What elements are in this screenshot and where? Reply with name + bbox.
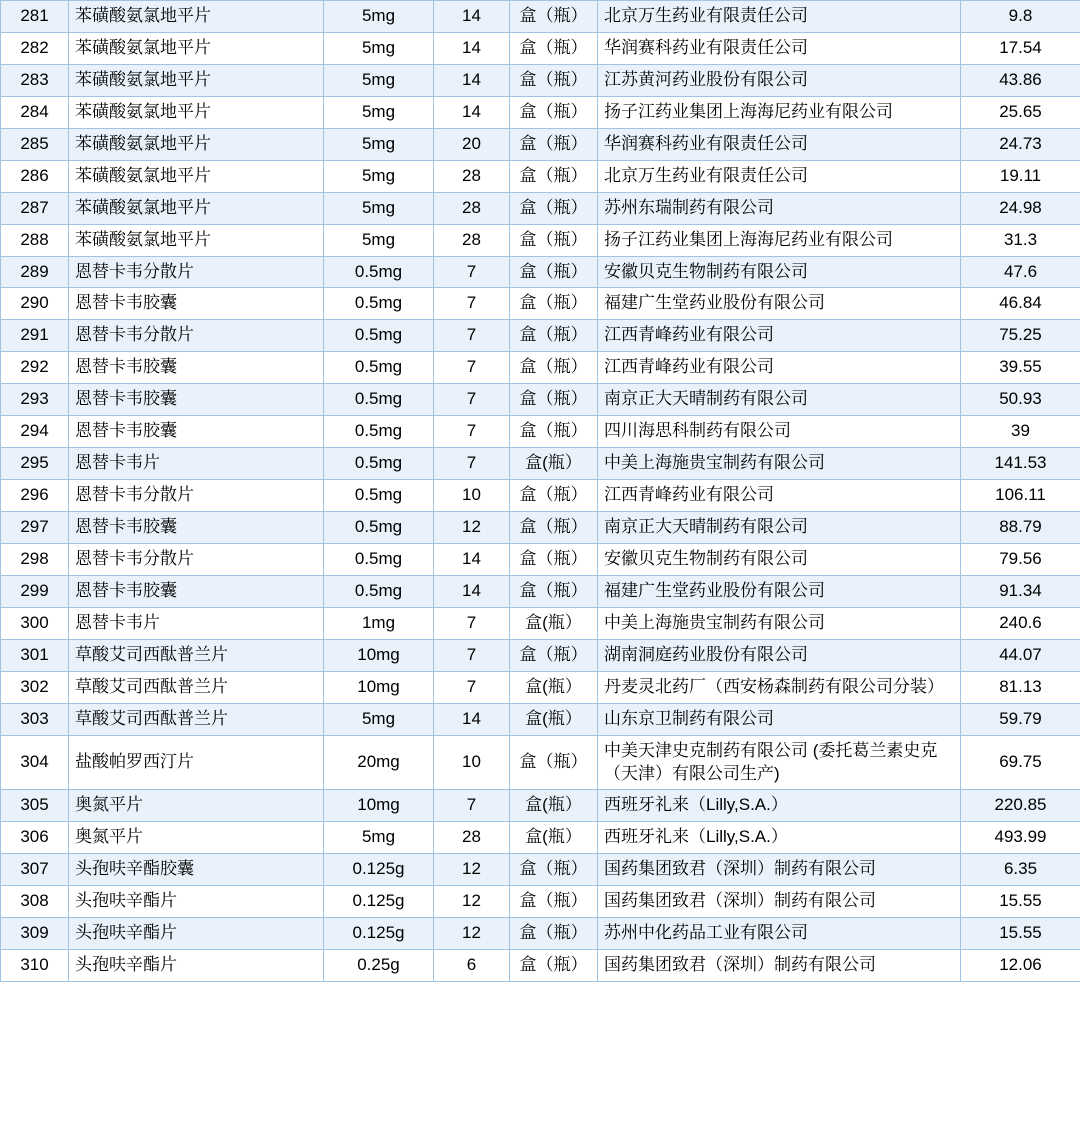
drug-quantity: 20 bbox=[434, 128, 510, 160]
row-index: 294 bbox=[1, 416, 69, 448]
drug-quantity: 12 bbox=[434, 918, 510, 950]
drug-name: 恩替卡韦片 bbox=[69, 448, 324, 480]
drug-unit: 盒（瓶） bbox=[510, 288, 598, 320]
manufacturer: 北京万生药业有限责任公司 bbox=[598, 160, 961, 192]
drug-quantity: 7 bbox=[434, 790, 510, 822]
drug-price: 43.86 bbox=[961, 64, 1080, 96]
drug-spec: 1mg bbox=[324, 607, 434, 639]
drug-name: 恩替卡韦分散片 bbox=[69, 480, 324, 512]
manufacturer: 江西青峰药业有限公司 bbox=[598, 352, 961, 384]
drug-unit: 盒（瓶） bbox=[510, 320, 598, 352]
row-index: 288 bbox=[1, 224, 69, 256]
row-index: 298 bbox=[1, 543, 69, 575]
drug-price: 46.84 bbox=[961, 288, 1080, 320]
row-index: 286 bbox=[1, 160, 69, 192]
drug-spec: 0.5mg bbox=[324, 416, 434, 448]
table-row bbox=[1, 480, 1080, 512]
manufacturer: 南京正大天晴制药有限公司 bbox=[598, 384, 961, 416]
drug-unit: 盒（瓶） bbox=[510, 224, 598, 256]
drug-spec: 0.5mg bbox=[324, 543, 434, 575]
drug-price: 15.55 bbox=[961, 886, 1080, 918]
table-row bbox=[1, 224, 1080, 256]
drug-quantity: 14 bbox=[434, 96, 510, 128]
drug-quantity: 10 bbox=[434, 735, 510, 790]
manufacturer: 西班牙礼来（Lilly,S.A.） bbox=[598, 790, 961, 822]
drug-unit: 盒（瓶） bbox=[510, 256, 598, 288]
drug-price: 240.6 bbox=[961, 607, 1080, 639]
drug-unit: 盒（瓶） bbox=[510, 128, 598, 160]
drug-unit: 盒(瓶） bbox=[510, 448, 598, 480]
row-index: 305 bbox=[1, 790, 69, 822]
drug-name: 恩替卡韦胶囊 bbox=[69, 416, 324, 448]
row-index: 289 bbox=[1, 256, 69, 288]
row-index: 295 bbox=[1, 448, 69, 480]
drug-spec: 0.5mg bbox=[324, 575, 434, 607]
drug-name: 恩替卡韦胶囊 bbox=[69, 575, 324, 607]
manufacturer: 山东京卫制药有限公司 bbox=[598, 703, 961, 735]
row-index: 291 bbox=[1, 320, 69, 352]
drug-spec: 0.5mg bbox=[324, 288, 434, 320]
drug-price: 79.56 bbox=[961, 543, 1080, 575]
drug-spec: 5mg bbox=[324, 32, 434, 64]
drug-spec: 5mg bbox=[324, 192, 434, 224]
table-row bbox=[1, 735, 1080, 790]
drug-unit: 盒（瓶） bbox=[510, 735, 598, 790]
table-row bbox=[1, 607, 1080, 639]
drug-unit: 盒（瓶） bbox=[510, 543, 598, 575]
drug-spec: 5mg bbox=[324, 1, 434, 33]
drug-quantity: 7 bbox=[434, 320, 510, 352]
drug-quantity: 7 bbox=[434, 607, 510, 639]
drug-name: 盐酸帕罗西汀片 bbox=[69, 735, 324, 790]
table-row bbox=[1, 64, 1080, 96]
drug-name: 草酸艾司西酞普兰片 bbox=[69, 703, 324, 735]
drug-price: 24.73 bbox=[961, 128, 1080, 160]
table-row bbox=[1, 886, 1080, 918]
drug-spec: 0.5mg bbox=[324, 352, 434, 384]
drug-quantity: 7 bbox=[434, 416, 510, 448]
drug-unit: 盒（瓶） bbox=[510, 160, 598, 192]
drug-spec: 5mg bbox=[324, 160, 434, 192]
drug-spec: 0.5mg bbox=[324, 448, 434, 480]
drug-name: 苯磺酸氨氯地平片 bbox=[69, 1, 324, 33]
row-index: 296 bbox=[1, 480, 69, 512]
drug-unit: 盒（瓶） bbox=[510, 416, 598, 448]
drug-unit: 盒(瓶） bbox=[510, 703, 598, 735]
table-row bbox=[1, 703, 1080, 735]
table-row bbox=[1, 320, 1080, 352]
drug-spec: 0.5mg bbox=[324, 320, 434, 352]
drug-price: 39.55 bbox=[961, 352, 1080, 384]
drug-price: 75.25 bbox=[961, 320, 1080, 352]
table-row bbox=[1, 32, 1080, 64]
drug-unit: 盒（瓶） bbox=[510, 384, 598, 416]
drug-quantity: 12 bbox=[434, 886, 510, 918]
drug-price: 141.53 bbox=[961, 448, 1080, 480]
manufacturer: 国药集团致君（深圳）制药有限公司 bbox=[598, 950, 961, 982]
table-row bbox=[1, 854, 1080, 886]
row-index: 282 bbox=[1, 32, 69, 64]
table-row bbox=[1, 1, 1080, 33]
manufacturer: 苏州东瑞制药有限公司 bbox=[598, 192, 961, 224]
drug-quantity: 7 bbox=[434, 256, 510, 288]
drug-unit: 盒（瓶） bbox=[510, 639, 598, 671]
drug-name: 草酸艾司西酞普兰片 bbox=[69, 639, 324, 671]
row-index: 303 bbox=[1, 703, 69, 735]
drug-price: 31.3 bbox=[961, 224, 1080, 256]
manufacturer: 江西青峰药业有限公司 bbox=[598, 320, 961, 352]
drug-price: 24.98 bbox=[961, 192, 1080, 224]
manufacturer: 国药集团致君（深圳）制药有限公司 bbox=[598, 854, 961, 886]
drug-unit: 盒(瓶） bbox=[510, 607, 598, 639]
drug-price: 91.34 bbox=[961, 575, 1080, 607]
drug-name: 恩替卡韦分散片 bbox=[69, 543, 324, 575]
manufacturer: 福建广生堂药业股份有限公司 bbox=[598, 575, 961, 607]
drug-quantity: 7 bbox=[434, 384, 510, 416]
drug-quantity: 28 bbox=[434, 192, 510, 224]
row-index: 287 bbox=[1, 192, 69, 224]
table-row bbox=[1, 671, 1080, 703]
drug-unit: 盒(瓶） bbox=[510, 671, 598, 703]
drug-spec: 10mg bbox=[324, 639, 434, 671]
drug-name: 头孢呋辛酯片 bbox=[69, 950, 324, 982]
manufacturer: 西班牙礼来（Lilly,S.A.） bbox=[598, 822, 961, 854]
drug-quantity: 28 bbox=[434, 160, 510, 192]
drug-unit: 盒（瓶） bbox=[510, 96, 598, 128]
drug-unit: 盒(瓶） bbox=[510, 822, 598, 854]
manufacturer: 扬子江药业集团上海海尼药业有限公司 bbox=[598, 224, 961, 256]
manufacturer: 扬子江药业集团上海海尼药业有限公司 bbox=[598, 96, 961, 128]
row-index: 309 bbox=[1, 918, 69, 950]
row-index: 306 bbox=[1, 822, 69, 854]
drug-unit: 盒（瓶） bbox=[510, 575, 598, 607]
manufacturer: 安徽贝克生物制药有限公司 bbox=[598, 543, 961, 575]
drug-name: 奥氮平片 bbox=[69, 790, 324, 822]
row-index: 301 bbox=[1, 639, 69, 671]
row-index: 299 bbox=[1, 575, 69, 607]
table-row bbox=[1, 639, 1080, 671]
drug-price: 220.85 bbox=[961, 790, 1080, 822]
drug-name: 头孢呋辛酯片 bbox=[69, 918, 324, 950]
row-index: 300 bbox=[1, 607, 69, 639]
drug-price: 6.35 bbox=[961, 854, 1080, 886]
drug-price: 9.8 bbox=[961, 1, 1080, 33]
row-index: 304 bbox=[1, 735, 69, 790]
row-index: 290 bbox=[1, 288, 69, 320]
drug-spec: 5mg bbox=[324, 128, 434, 160]
drug-spec: 0.5mg bbox=[324, 480, 434, 512]
drug-name: 恩替卡韦分散片 bbox=[69, 320, 324, 352]
drug-quantity: 7 bbox=[434, 671, 510, 703]
table-body bbox=[1, 1, 1080, 982]
manufacturer: 江西青峰药业有限公司 bbox=[598, 480, 961, 512]
table-row bbox=[1, 512, 1080, 544]
drug-quantity: 6 bbox=[434, 950, 510, 982]
table-row bbox=[1, 575, 1080, 607]
manufacturer: 华润赛科药业有限责任公司 bbox=[598, 32, 961, 64]
drug-spec: 0.125g bbox=[324, 918, 434, 950]
row-index: 310 bbox=[1, 950, 69, 982]
manufacturer: 华润赛科药业有限责任公司 bbox=[598, 128, 961, 160]
drug-price: 59.79 bbox=[961, 703, 1080, 735]
manufacturer: 中美天津史克制药有限公司 (委托葛兰素史克（天津）有限公司生产) bbox=[598, 735, 961, 790]
drug-name: 草酸艾司西酞普兰片 bbox=[69, 671, 324, 703]
table-row bbox=[1, 950, 1080, 982]
manufacturer: 北京万生药业有限责任公司 bbox=[598, 1, 961, 33]
drug-price: 15.55 bbox=[961, 918, 1080, 950]
drug-quantity: 7 bbox=[434, 639, 510, 671]
manufacturer: 湖南洞庭药业股份有限公司 bbox=[598, 639, 961, 671]
table-row bbox=[1, 288, 1080, 320]
drug-name: 恩替卡韦胶囊 bbox=[69, 384, 324, 416]
drug-quantity: 12 bbox=[434, 854, 510, 886]
drug-spec: 5mg bbox=[324, 822, 434, 854]
table-row bbox=[1, 822, 1080, 854]
drug-quantity: 28 bbox=[434, 224, 510, 256]
drug-name: 苯磺酸氨氯地平片 bbox=[69, 224, 324, 256]
drug-spec: 5mg bbox=[324, 703, 434, 735]
drug-quantity: 14 bbox=[434, 575, 510, 607]
drug-price: 17.54 bbox=[961, 32, 1080, 64]
drug-unit: 盒（瓶） bbox=[510, 64, 598, 96]
drug-quantity: 7 bbox=[434, 288, 510, 320]
drug-spec: 0.25g bbox=[324, 950, 434, 982]
drug-name: 恩替卡韦胶囊 bbox=[69, 352, 324, 384]
drug-price: 39 bbox=[961, 416, 1080, 448]
drug-quantity: 14 bbox=[434, 64, 510, 96]
drug-price: 88.79 bbox=[961, 512, 1080, 544]
drug-quantity: 12 bbox=[434, 512, 510, 544]
drug-name: 恩替卡韦片 bbox=[69, 607, 324, 639]
table-row bbox=[1, 160, 1080, 192]
drug-name: 苯磺酸氨氯地平片 bbox=[69, 64, 324, 96]
table-row bbox=[1, 416, 1080, 448]
drug-price: 106.11 bbox=[961, 480, 1080, 512]
manufacturer: 国药集团致君（深圳）制药有限公司 bbox=[598, 886, 961, 918]
row-index: 283 bbox=[1, 64, 69, 96]
drug-spec: 0.125g bbox=[324, 854, 434, 886]
drug-spec: 0.5mg bbox=[324, 384, 434, 416]
manufacturer: 安徽贝克生物制药有限公司 bbox=[598, 256, 961, 288]
manufacturer: 中美上海施贵宝制药有限公司 bbox=[598, 448, 961, 480]
table-row bbox=[1, 128, 1080, 160]
drug-unit: 盒（瓶） bbox=[510, 512, 598, 544]
row-index: 285 bbox=[1, 128, 69, 160]
drug-price: 47.6 bbox=[961, 256, 1080, 288]
drug-name: 苯磺酸氨氯地平片 bbox=[69, 32, 324, 64]
drug-unit: 盒（瓶） bbox=[510, 854, 598, 886]
table-row bbox=[1, 256, 1080, 288]
row-index: 292 bbox=[1, 352, 69, 384]
drug-unit: 盒（瓶） bbox=[510, 32, 598, 64]
drug-name: 奥氮平片 bbox=[69, 822, 324, 854]
drug-price: 25.65 bbox=[961, 96, 1080, 128]
row-index: 308 bbox=[1, 886, 69, 918]
manufacturer: 四川海思科制药有限公司 bbox=[598, 416, 961, 448]
drug-quantity: 14 bbox=[434, 32, 510, 64]
drug-unit: 盒（瓶） bbox=[510, 352, 598, 384]
drug-unit: 盒(瓶） bbox=[510, 790, 598, 822]
drug-unit: 盒（瓶） bbox=[510, 1, 598, 33]
drug-quantity: 7 bbox=[434, 448, 510, 480]
drug-price: 12.06 bbox=[961, 950, 1080, 982]
row-index: 284 bbox=[1, 96, 69, 128]
drug-unit: 盒（瓶） bbox=[510, 918, 598, 950]
drug-quantity: 28 bbox=[434, 822, 510, 854]
table-row bbox=[1, 96, 1080, 128]
manufacturer: 中美上海施贵宝制药有限公司 bbox=[598, 607, 961, 639]
drug-spec: 5mg bbox=[324, 224, 434, 256]
drug-name: 苯磺酸氨氯地平片 bbox=[69, 96, 324, 128]
drug-name: 头孢呋辛酯片 bbox=[69, 886, 324, 918]
manufacturer: 江苏黄河药业股份有限公司 bbox=[598, 64, 961, 96]
row-index: 307 bbox=[1, 854, 69, 886]
row-index: 297 bbox=[1, 512, 69, 544]
drug-spec: 5mg bbox=[324, 64, 434, 96]
table-row bbox=[1, 192, 1080, 224]
manufacturer: 丹麦灵北药厂（西安杨森制药有限公司分装） bbox=[598, 671, 961, 703]
drug-spec: 5mg bbox=[324, 96, 434, 128]
drug-name: 苯磺酸氨氯地平片 bbox=[69, 160, 324, 192]
drug-name: 恩替卡韦分散片 bbox=[69, 256, 324, 288]
drug-quantity: 14 bbox=[434, 1, 510, 33]
table-row bbox=[1, 790, 1080, 822]
manufacturer: 南京正大天晴制药有限公司 bbox=[598, 512, 961, 544]
table-row bbox=[1, 352, 1080, 384]
row-index: 293 bbox=[1, 384, 69, 416]
drug-unit: 盒（瓶） bbox=[510, 950, 598, 982]
drug-quantity: 14 bbox=[434, 543, 510, 575]
drug-name: 头孢呋辛酯胶囊 bbox=[69, 854, 324, 886]
drug-unit: 盒（瓶） bbox=[510, 192, 598, 224]
row-index: 281 bbox=[1, 1, 69, 33]
drug-price: 69.75 bbox=[961, 735, 1080, 790]
table-row bbox=[1, 918, 1080, 950]
drug-spec: 0.5mg bbox=[324, 256, 434, 288]
row-index: 302 bbox=[1, 671, 69, 703]
drug-name: 恩替卡韦胶囊 bbox=[69, 288, 324, 320]
table-row bbox=[1, 384, 1080, 416]
drug-price: 44.07 bbox=[961, 639, 1080, 671]
drug-name: 苯磺酸氨氯地平片 bbox=[69, 192, 324, 224]
drug-spec: 20mg bbox=[324, 735, 434, 790]
drug-unit: 盒（瓶） bbox=[510, 886, 598, 918]
table-row bbox=[1, 543, 1080, 575]
table-row bbox=[1, 448, 1080, 480]
drug-price: 81.13 bbox=[961, 671, 1080, 703]
drug-spec: 0.125g bbox=[324, 886, 434, 918]
drug-quantity: 10 bbox=[434, 480, 510, 512]
drug-spec: 10mg bbox=[324, 671, 434, 703]
drug-price: 50.93 bbox=[961, 384, 1080, 416]
drug-name: 恩替卡韦胶囊 bbox=[69, 512, 324, 544]
drug-quantity: 14 bbox=[434, 703, 510, 735]
drug-spec: 10mg bbox=[324, 790, 434, 822]
drug-unit: 盒（瓶） bbox=[510, 480, 598, 512]
drug-price: 493.99 bbox=[961, 822, 1080, 854]
manufacturer: 福建广生堂药业股份有限公司 bbox=[598, 288, 961, 320]
drug-quantity: 7 bbox=[434, 352, 510, 384]
drug-price: 19.11 bbox=[961, 160, 1080, 192]
drug-name: 苯磺酸氨氯地平片 bbox=[69, 128, 324, 160]
drug-spec: 0.5mg bbox=[324, 512, 434, 544]
manufacturer: 苏州中化药品工业有限公司 bbox=[598, 918, 961, 950]
